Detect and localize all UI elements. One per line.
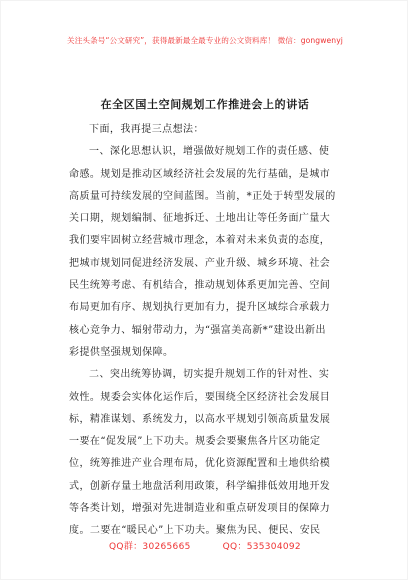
- body-line: 度。二要在“暖民心”上下功夫。聚焦为民、便民、安民: [69, 525, 321, 537]
- document-title: 在全区国土空间规划工作推进会上的讲话: [100, 98, 310, 111]
- body-line: 布局更加有序、规划执行更加有力，提升区域综合承载力: [69, 302, 331, 314]
- body-line: 核心竞争力、辐射带动力，为“强富美高新*”建设出新出: [69, 324, 326, 336]
- body-line: 一要在“促发展”上下功夫。规委会要聚焦各片区功能定: [69, 436, 321, 448]
- body-line: 把城市规划同促进经济发展、产业升级、城乡环境、社会: [69, 257, 331, 269]
- body-line: 式，创新存量土地盘活利用政策，科学编排低效用地开发: [69, 480, 331, 492]
- body-line: 标，精准谋划、系统发力，以高水平规划引领高质量发展: [69, 413, 331, 425]
- footer-qq-group: QQ群：30265665: [109, 542, 191, 552]
- footer-contact: [1, 539, 408, 552]
- body-line: 彩提供坚强规划保障。: [69, 346, 174, 358]
- footer-qq: QQ：535304092: [222, 542, 301, 552]
- body-line: 民生统筹考虑、有机结合，推动规划体系更加完善、空间: [69, 280, 331, 292]
- body-line: 等各类计划，增强对先进制造业和重点研发项目的保障力: [69, 503, 331, 515]
- body-line: 我们要牢固树立经营城市理念，本着对未来负责的态度，: [69, 235, 331, 247]
- body-line: 效性。规委会实体化运作后，要围绕全区经济社会发展目: [69, 391, 331, 403]
- body-line: 位，统筹推进产业合理布局，优化资源配置和土地供给模: [69, 458, 331, 470]
- body-line: 下面，我再提三点想法：: [89, 124, 204, 135]
- body-line: 命感。规划是推动区域经济社会发展的先行基础，是城市: [69, 168, 331, 180]
- body-line: 一、深化思想认识，增强做好规划工作的责任感、使: [89, 146, 330, 158]
- body-line: 二、突出统筹协调，切实提升规划工作的针对性、实: [89, 369, 330, 381]
- header-note: 关注头条号“公文研究”，获得最新最全最专业的公文资料库！ 微信：gongwenyj: [67, 36, 343, 45]
- document-body: [69, 119, 361, 543]
- body-line: 高质量可持续发展的空间蓝图。当前，*正处于转型发展的: [69, 190, 336, 202]
- body-line: 关口期，规划编制、征地拆迁、土地出让等任务面广量大: [69, 213, 331, 225]
